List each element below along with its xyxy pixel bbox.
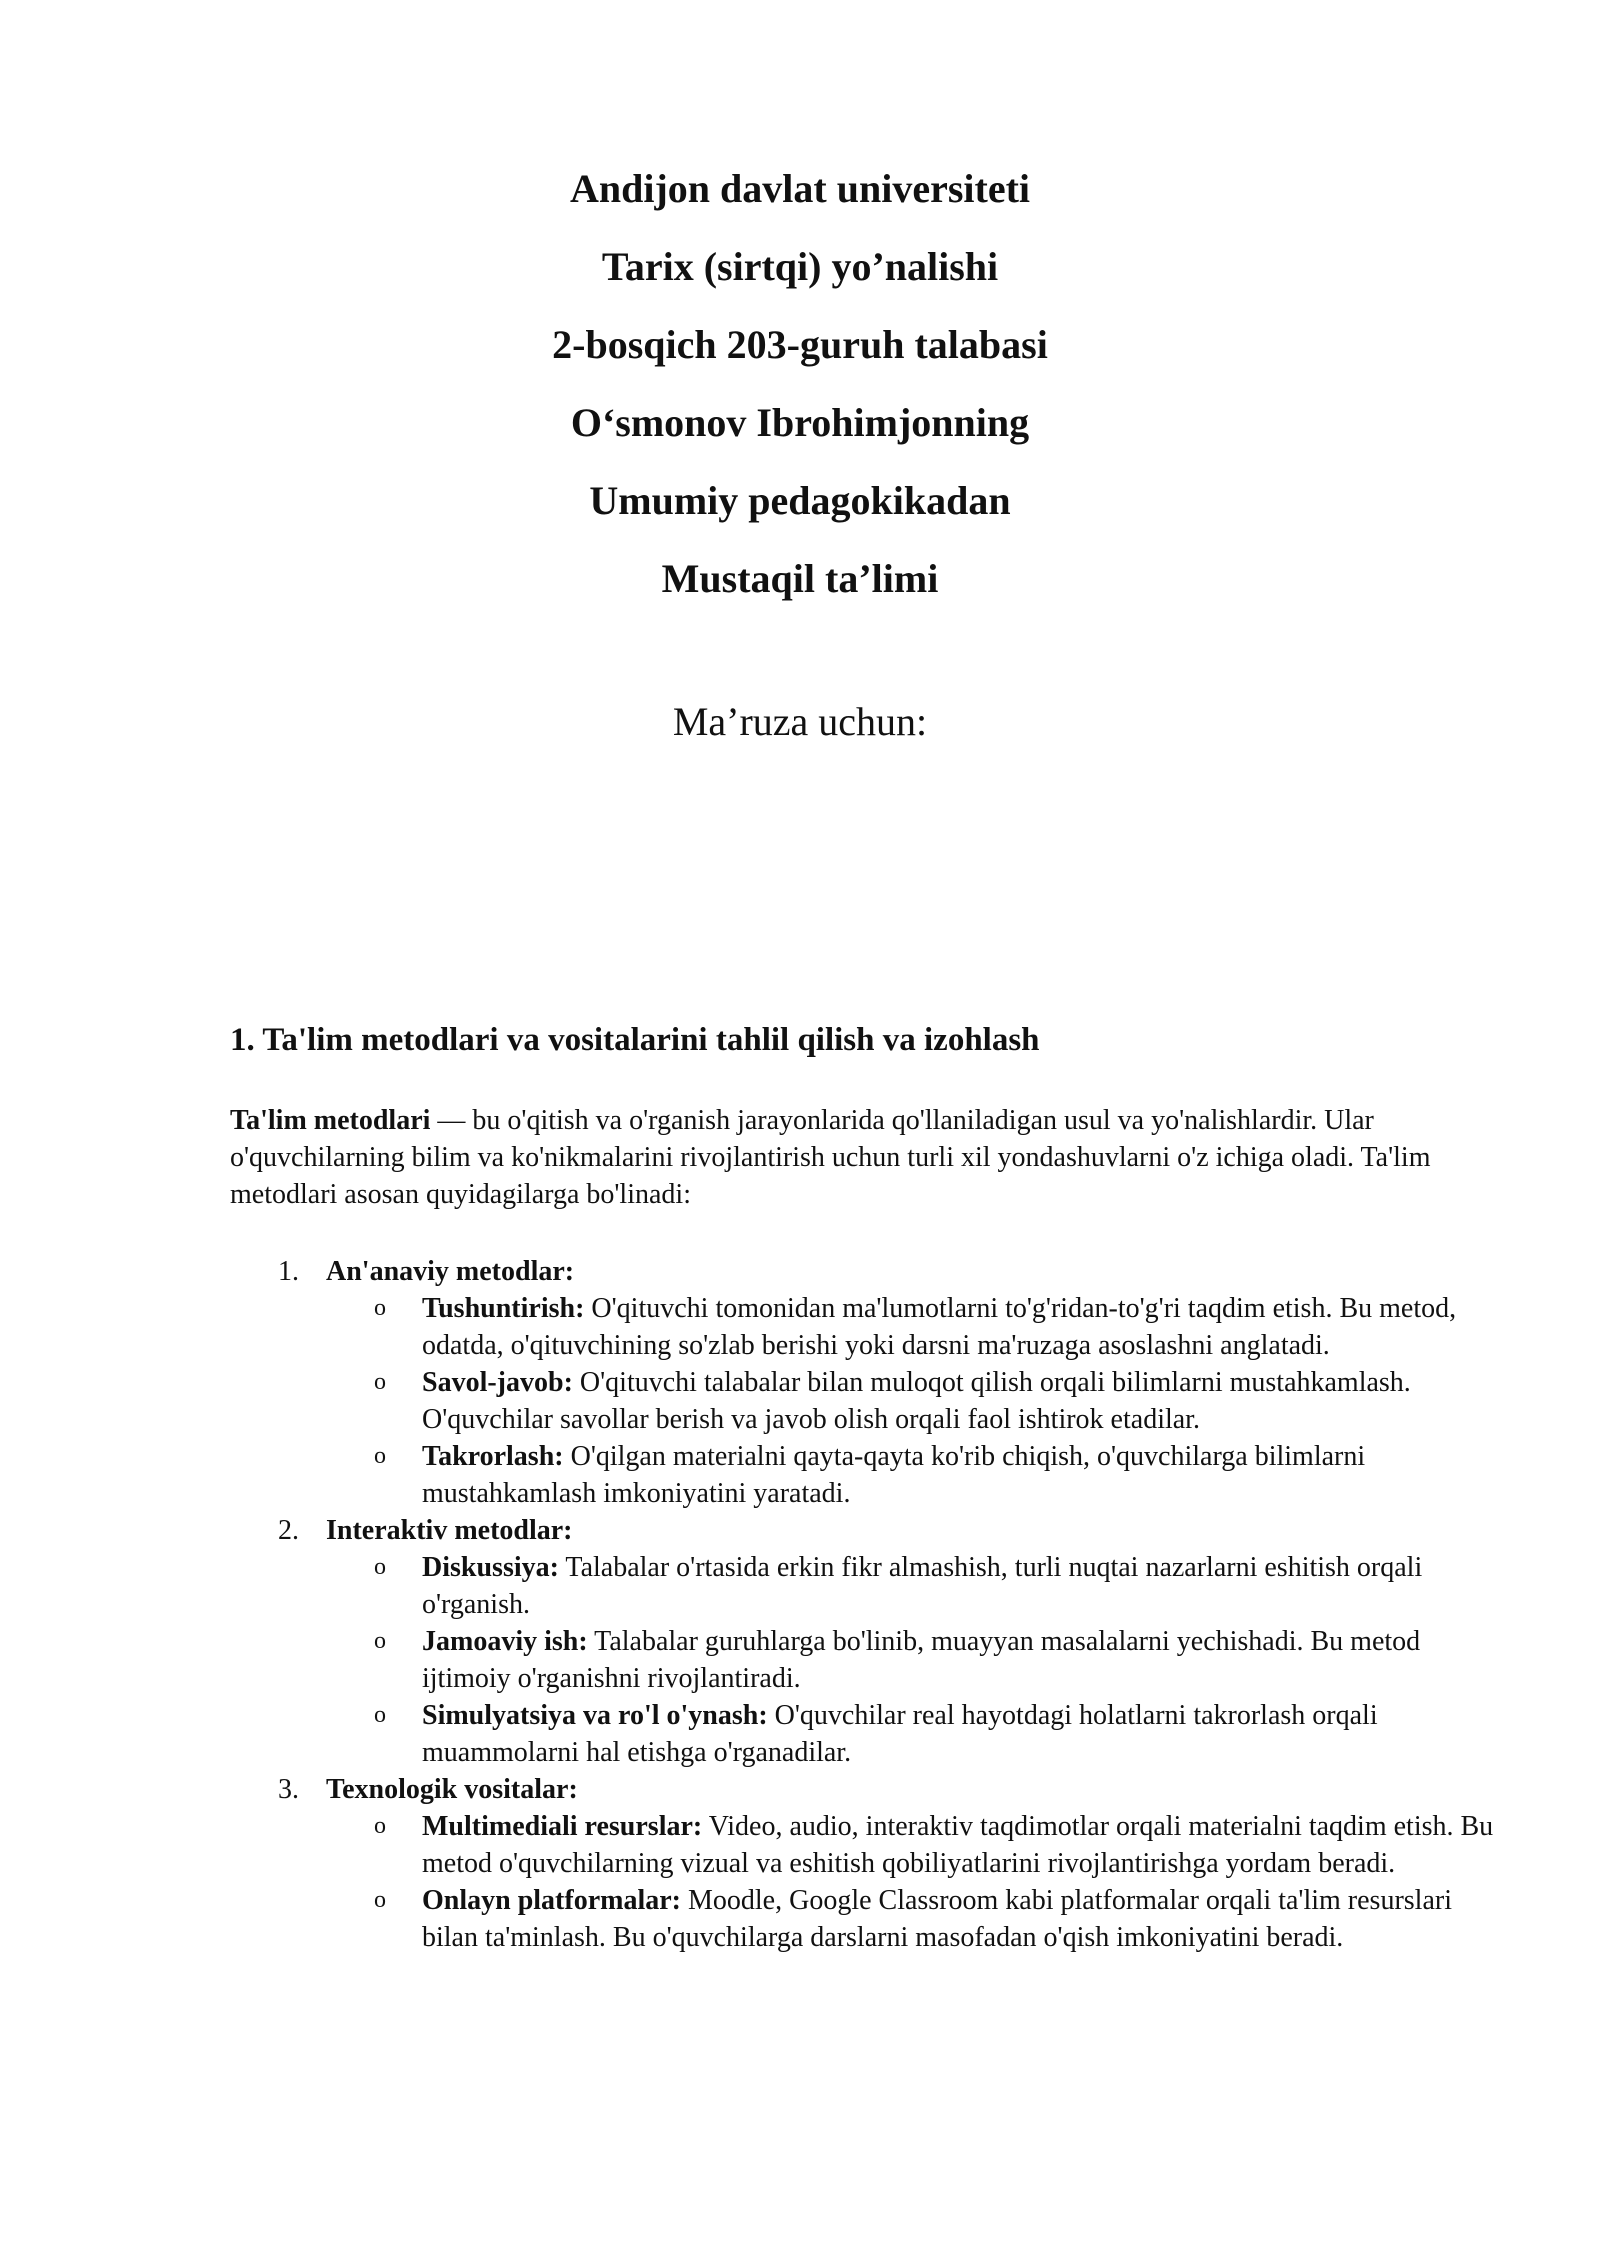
subject-name: Umumiy pedagokikadan [589, 478, 1011, 523]
item-term: Onlayn platformalar: [422, 1885, 681, 1916]
item-text: O'qilgan materialni qayta-qayta ko'rib chiqish, o'quvchilarga bilimlarni mustahkamlash imkoniyatini yaratadi. [422, 1441, 1366, 1509]
bullet-icon: o [374, 1813, 386, 1839]
methods-list [230, 1253, 1510, 1956]
bullet-icon: o [374, 1369, 386, 1395]
item-term: Simulyatsiya va ro'l o'ynash: [422, 1700, 768, 1731]
bullet-icon: o [374, 1295, 386, 1321]
sub-list [326, 1808, 1510, 1956]
item-term: Diskussiya: [422, 1552, 559, 1583]
method-title: Texnologik vositalar: [326, 1774, 578, 1805]
sub-list [326, 1290, 1510, 1512]
list-item [326, 1623, 1510, 1697]
list-item [326, 1882, 1510, 1956]
university-name: Andijon davlat universiteti [569, 166, 1031, 211]
bullet-icon: o [374, 1554, 386, 1580]
list-item [326, 1290, 1510, 1364]
method-item-traditional [230, 1253, 1510, 1512]
cover-block [0, 150, 1600, 618]
method-number: 1. [278, 1256, 299, 1287]
item-text: O'quvchilar real hayotdagi holatlarni takrorlash orqali muammolarni hal etishga o'rganadilar. [422, 1700, 1378, 1768]
intro-paragraph [230, 1102, 1510, 1213]
student-group: 2-bosqich 203-guruh talabasi [552, 322, 1048, 367]
faculty-direction: Tarix (sirtqi) yo’nalishi [601, 244, 999, 289]
sub-list [326, 1549, 1510, 1771]
item-text: O'qituvchi tomonidan ma'lumotlarni to'g'ridan-to'g'ri taqdim etish. Bu metod, odatda, o'qituvchining so'zlab berishi yoki darsni ma'ruzaga asoslashni anglatadi. [422, 1293, 1457, 1361]
item-text: Moodle, Google Classroom kabi platformalar orqali ta'lim resurslari bilan ta'minlash. Bu o'quvchilarga darslarni masofadan o'qish imkoniyatini beradi. [422, 1885, 1452, 1953]
item-text: Talabalar guruhlarga bo'linib, muayyan masalalarni yechishadi. Bu metod ijtimoiy o'rganishni rivojlantiradi. [422, 1626, 1421, 1694]
section-1 [230, 1018, 1510, 1956]
student-name: O‘smonov Ibrohimjonning [570, 400, 1030, 445]
item-text: Video, audio, interaktiv taqdimotlar orqali materialni taqdim etish. Bu metod o'quvchilarning vizual va eshitish qobiliyatlarini rivojlantirishga yordam beradi. [422, 1811, 1494, 1879]
item-term: Takrorlash: [422, 1441, 564, 1472]
bullet-icon: o [374, 1443, 386, 1469]
intro-term: Ta'lim metodlari [230, 1105, 431, 1136]
method-item-interactive [230, 1512, 1510, 1771]
lecture-for-label: Ma’ruza uchun: [672, 699, 928, 744]
item-term: Jamoaviy ish: [422, 1626, 588, 1657]
item-text: O'qituvchi talabalar bilan muloqot qilish orqali bilimlarni mustahkamlash. O'quvchilar savollar berish va javob olish orqali faol ishtirok etadilar. [422, 1367, 1411, 1435]
bullet-icon: o [374, 1628, 386, 1654]
method-number: 3. [278, 1774, 299, 1805]
work-type: Mustaqil ta’limi [661, 556, 939, 601]
method-title: An'anaviy metodlar: [326, 1256, 575, 1287]
list-item [326, 1364, 1510, 1438]
method-title: Interaktiv metodlar: [326, 1515, 573, 1546]
list-item [326, 1697, 1510, 1771]
list-item [326, 1549, 1510, 1623]
item-term: Multimediali resurslar: [422, 1811, 703, 1842]
method-item-technological [230, 1771, 1510, 1956]
item-term: Tushuntirish: [422, 1293, 585, 1324]
list-item [326, 1808, 1510, 1882]
intro-text: — bu o'qitish va o'rganish jarayonlarida qo'llaniladigan usul va yo'nalishlardir. Ular o'quvchilarning bilim va ko'nikmalarini rivojlantirish uchun turli xil yondashuvlarni o'z ichiga oladi. Ta'lim metodlari asosan quyidagilarga bo'linadi: [230, 1105, 1431, 1210]
item-term: Savol-javob: [422, 1367, 573, 1398]
list-item [326, 1438, 1510, 1512]
bullet-icon: o [374, 1702, 386, 1728]
bullet-icon: o [374, 1887, 386, 1913]
item-text: Talabalar o'rtasida erkin fikr almashish, turli nuqtai nazarlarni eshitish orqali o'rganish. [422, 1552, 1423, 1620]
section-heading: 1. Ta'lim metodlari va vositalarini tahlil qilish va izohlash [230, 1022, 1040, 1058]
method-number: 2. [278, 1515, 299, 1546]
